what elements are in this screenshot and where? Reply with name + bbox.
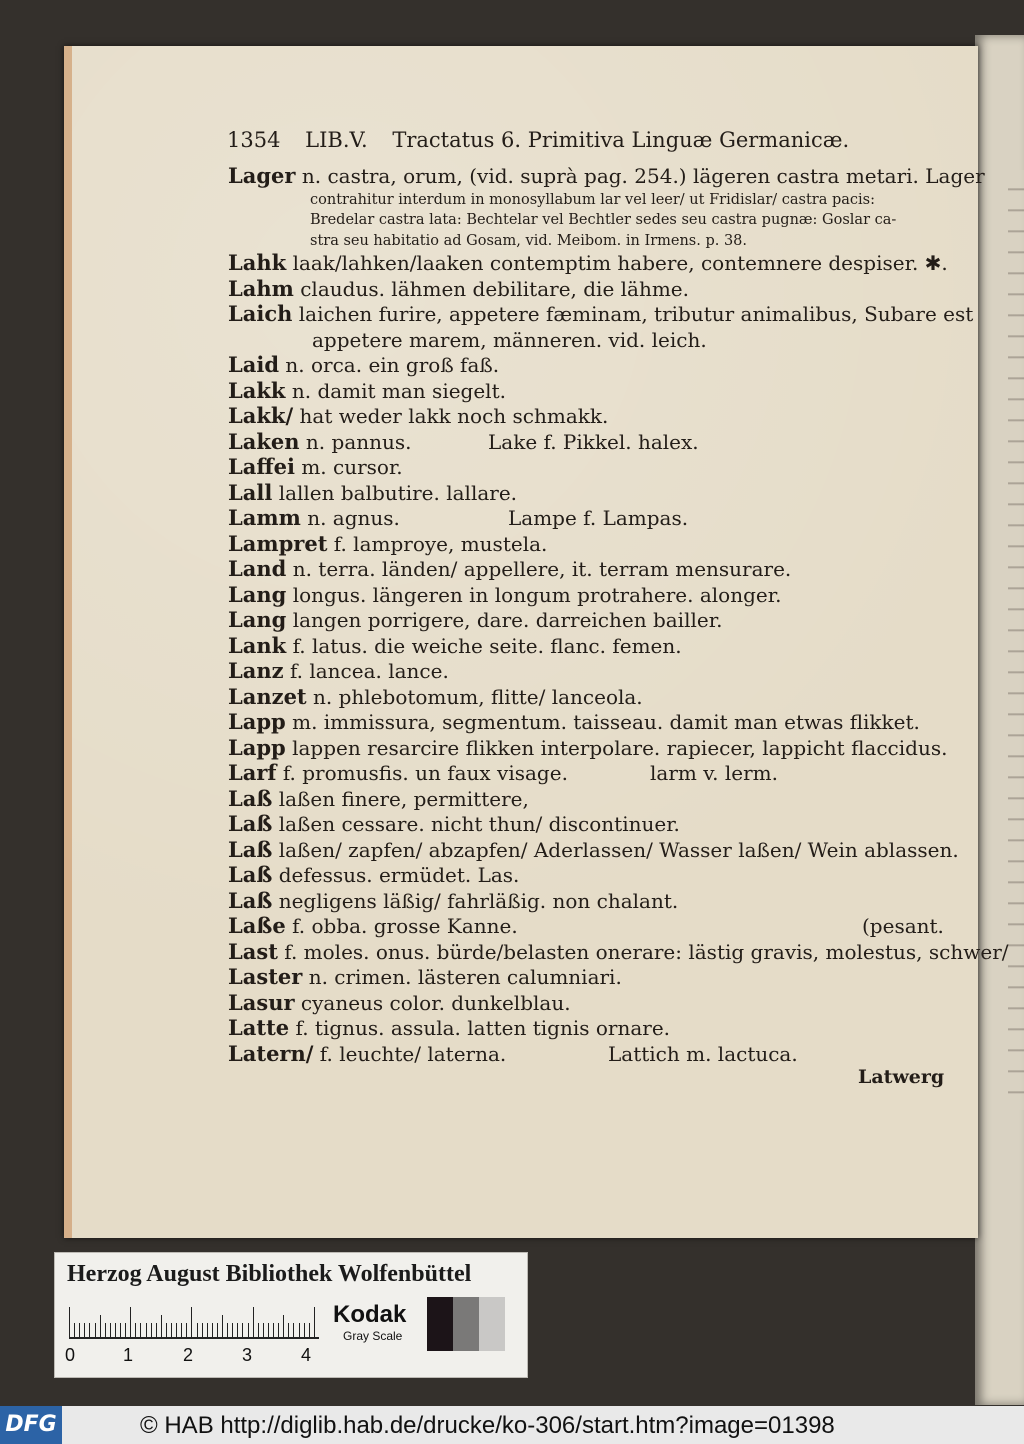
entry-text: n. terra. länden/ appellere, it. terram mensurare. (292, 557, 792, 581)
ruler-tick (100, 1315, 101, 1337)
facing-page-text-shadow (1008, 170, 1024, 1110)
entry-line (310, 190, 875, 210)
entry-headword: Laid (228, 352, 280, 377)
ruler-tick (151, 1323, 152, 1337)
ruler-tick (120, 1323, 121, 1337)
ruler-tick (217, 1323, 218, 1337)
entry-text: langen porrigere, dare. darreichen bailler. (292, 608, 723, 632)
ruler-tick (227, 1323, 228, 1337)
running-header (227, 128, 867, 152)
entry-headword: Latern/ (228, 1040, 314, 1066)
entry-text: negligens läßig/ fahrläßig. non chalant. (278, 888, 679, 913)
entry-text: n. phlebotomum, flitte/ lanceola. (313, 684, 643, 709)
ruler-tick (161, 1315, 162, 1337)
entry-headword: Lamm (228, 505, 301, 530)
ruler-tick (207, 1323, 208, 1337)
entry-line (228, 302, 973, 326)
ruler-tick (110, 1323, 111, 1337)
ruler-tick (140, 1323, 141, 1337)
entry-line (228, 430, 412, 454)
ruler-tick (166, 1323, 167, 1337)
ruler-tick (79, 1323, 80, 1337)
second-column-entry: Lattich m. lactuca. (608, 1041, 798, 1066)
entry-line (228, 812, 680, 836)
entry-line (228, 1016, 670, 1040)
entry-text: appetere marem, männeren. vid. leich. (312, 327, 707, 352)
entry-headword: Lasur (228, 989, 295, 1015)
entry-line (228, 736, 947, 760)
entry-headword: Lahm (228, 275, 294, 301)
entry-headword: Lahk (228, 250, 287, 275)
ruler-tick (186, 1323, 187, 1337)
entry-text: hat weder lakk noch schmakk. (299, 404, 609, 428)
second-column-entry: Lampe f. Lampas. (508, 506, 689, 530)
entry-text: f. moles. onus. bürde/belasten onerare: lästig gravis, molestus, schwer/ (284, 939, 1009, 964)
ruler-tick (232, 1323, 233, 1337)
entry-text: m. immissura, segmentum. taisseau. damit man etwas flikket. (292, 710, 920, 734)
gray-patch-light (479, 1297, 505, 1351)
ruler-tick (293, 1323, 294, 1337)
ruler-label: 3 (242, 1345, 253, 1365)
entry-text: n. orca. ein groß faß. (285, 353, 500, 377)
entry-headword: Lanz (228, 658, 284, 683)
second-column-entry: Lake f. Pikkel. halex. (488, 429, 699, 454)
scale-ruler (69, 1307, 319, 1339)
ruler-tick (89, 1323, 90, 1337)
ruler-tick (146, 1323, 147, 1337)
entry-text: n. crimen. lästeren calumniari. (308, 965, 622, 989)
entry-line (228, 353, 499, 377)
entry-headword: Larf (228, 760, 277, 785)
entry-line (228, 685, 643, 709)
entry-headword: Last (228, 938, 278, 964)
entry-text: laßen finere, permittere, (278, 786, 529, 811)
ruler-tick (176, 1323, 177, 1337)
entry-headword: Lank (228, 632, 287, 658)
ruler-tick (263, 1323, 264, 1337)
book-number: LIB.V. (305, 128, 368, 152)
ruler-tick (84, 1323, 85, 1337)
entry-line (228, 659, 449, 683)
ruler-label: 2 (183, 1345, 194, 1365)
entry-line (228, 455, 403, 479)
ruler-label: 1 (123, 1345, 134, 1365)
entry-text: f. obba. grosse Kanne. (292, 914, 518, 938)
entry-headword: Lanzet (228, 683, 307, 709)
ruler-tick (314, 1307, 315, 1337)
ruler-tick (135, 1323, 136, 1337)
entry-headword: Laße (228, 913, 286, 938)
ruler-tick (74, 1323, 75, 1337)
page-number: 1354 (227, 128, 281, 152)
ruler-tick (242, 1323, 243, 1337)
catchword: Latwerg (858, 1066, 945, 1088)
entry-headword: Laffei (228, 454, 295, 479)
entry-headword: Lapp (228, 709, 286, 734)
entry-line (228, 991, 571, 1015)
entry-headword: Laich (228, 301, 293, 326)
entry-line (310, 210, 896, 230)
entry-line (228, 404, 608, 428)
second-column-entry: (pesant. (862, 914, 944, 938)
entry-text: f. tignus. assula. latten tignis ornare. (295, 1016, 671, 1040)
entry-line (228, 787, 529, 811)
ruler-tick (299, 1323, 300, 1337)
kodak-subtitle: Gray Scale (343, 1329, 403, 1343)
ruler-tick (253, 1307, 254, 1337)
entry-line (228, 914, 518, 938)
entry-headword: Laß (228, 862, 273, 887)
entry-headword: Latte (228, 1015, 290, 1040)
entry-headword: Laß (228, 811, 273, 836)
entry-text: defessus. ermüdet. Las. (278, 863, 520, 887)
entry-text: n. agnus. (307, 506, 400, 530)
entry-headword: Lall (228, 479, 273, 505)
ruler-tick (212, 1323, 213, 1337)
entry-text: longus. längeren in longum protrahere. alonger. (292, 582, 782, 607)
entry-text: laßen/ zapfen/ abzapfen/ Aderlassen/ Wasser laßen/ Wein ablassen. (278, 837, 959, 862)
entry-headword: Lampret (228, 530, 328, 556)
kodak-logo: Kodak (333, 1301, 407, 1328)
library-name: Herzog August Bibliothek Wolfenbüttel (67, 1261, 472, 1287)
ruler-tick (181, 1323, 182, 1337)
ruler-tick (288, 1323, 289, 1337)
entry-text: laßen cessare. nicht thun/ discontinuer. (278, 812, 680, 836)
entry-text: laak/lahken/laaken contemptim habere, contemnere despiser. ✱. (292, 251, 948, 275)
entry-text: m. cursor. (301, 455, 403, 479)
header-title: Tractatus 6. Primitiva Linguæ Germanicæ. (392, 128, 850, 152)
entry-text: lappen resarcire flikken interpolare. rapiecer, lappicht flaccidus. (292, 735, 948, 760)
entry-headword: Land (228, 556, 287, 581)
entry-line (228, 710, 920, 734)
entry-line (228, 608, 722, 632)
entry-line (312, 328, 707, 352)
ruler-tick (273, 1323, 274, 1337)
ruler-tick (304, 1323, 305, 1337)
entry-text: f. leuchte/ laterna. (319, 1041, 507, 1066)
entry-headword: Lapp (228, 734, 286, 760)
entry-line (310, 231, 747, 251)
entry-text: n. damit man siegelt. (291, 378, 506, 403)
entry-headword: Lang (228, 581, 287, 607)
ruler-tick (278, 1323, 279, 1337)
entry-line (228, 965, 622, 989)
gray-patch-black (427, 1297, 453, 1351)
ruler-tick (237, 1323, 238, 1337)
entry-line (228, 532, 547, 556)
entry-text: laichen furire, appetere fæminam, tributur animalibus, Subare est (298, 302, 974, 326)
ruler-tick (202, 1323, 203, 1337)
entry-headword: Laster (228, 964, 303, 989)
entry-line (228, 761, 568, 785)
entry-headword: Laken (228, 428, 300, 454)
entry-line (228, 634, 682, 658)
gray-patch-mid (453, 1297, 479, 1351)
ruler-tick (156, 1323, 157, 1337)
entry-text: contrahitur interdum in monosyllabum lar vel leer/ ut Fridislar/ castra pacis: (310, 191, 876, 208)
entry-text: cyaneus color. dunkelblau. (300, 990, 571, 1015)
entry-text: n. castra, orum, (vid. suprà pag. 254.) lägeren castra metari. Lager (301, 164, 985, 188)
entry-line (228, 251, 948, 275)
ruler-tick (105, 1323, 106, 1337)
entry-line (228, 1042, 506, 1066)
ruler-tick (283, 1315, 284, 1337)
second-column-entry: larm v. lerm. (650, 761, 778, 785)
entry-text: f. latus. die weiche seite. flanc. femen. (292, 633, 682, 658)
page-edge (64, 46, 72, 1238)
entry-text: n. pannus. (305, 429, 412, 454)
entry-headword: Lang (228, 607, 287, 632)
ruler-label: 4 (301, 1345, 312, 1365)
ruler-tick (171, 1323, 172, 1337)
entry-headword: Laß (228, 836, 273, 862)
ruler-tick (197, 1323, 198, 1337)
ruler-tick (309, 1323, 310, 1337)
entry-headword: Lager (228, 163, 296, 188)
entry-line (228, 506, 400, 530)
library-color-card (54, 1252, 528, 1378)
ruler-tick (125, 1323, 126, 1337)
entry-line (228, 940, 1009, 964)
entry-line (228, 583, 781, 607)
entry-text: stra seu habitatio ad Gosam, vid. Meibom. in Irmens. p. 38. (310, 232, 748, 249)
ruler-tick (222, 1315, 223, 1337)
ruler-tick (258, 1323, 259, 1337)
entry-text: Bredelar castra lata: Bechtelar vel Bechtler sedes seu castra pugnæ: Goslar ca- (310, 212, 897, 228)
ruler-tick (95, 1323, 96, 1337)
entry-text: f. promusfis. un faux visage. (282, 761, 568, 785)
entry-line (228, 557, 791, 581)
entry-headword: Laß (228, 887, 273, 913)
ruler-tick (191, 1307, 192, 1337)
dfg-logo: DFG (0, 1406, 62, 1444)
entry-headword: Lakk/ (228, 403, 294, 428)
entry-line (228, 838, 959, 862)
entry-line (228, 164, 985, 188)
ruler-label: 0 (65, 1345, 76, 1365)
entry-line (228, 277, 689, 301)
ruler-tick (69, 1307, 70, 1337)
ruler-tick (115, 1323, 116, 1337)
entry-line (228, 863, 519, 887)
entry-text: f. lamproye, mustela. (333, 531, 548, 556)
entry-line (228, 889, 678, 913)
entry-text: lallen balbutire. lallare. (278, 480, 518, 505)
entry-line (228, 481, 517, 505)
entry-text: f. lancea. lance. (289, 659, 449, 683)
ruler-tick (248, 1323, 249, 1337)
copyright-link[interactable]: © HAB http://diglib.hab.de/drucke/ko-306/start.htm?image=01398 (140, 1412, 835, 1439)
ruler-tick (130, 1307, 131, 1337)
entry-line (228, 379, 506, 403)
entry-text: claudus. lähmen debilitare, die lähme. (300, 276, 689, 301)
entry-headword: Lakk (228, 377, 286, 403)
entry-headword: Laß (228, 785, 273, 811)
ruler-tick (268, 1323, 269, 1337)
